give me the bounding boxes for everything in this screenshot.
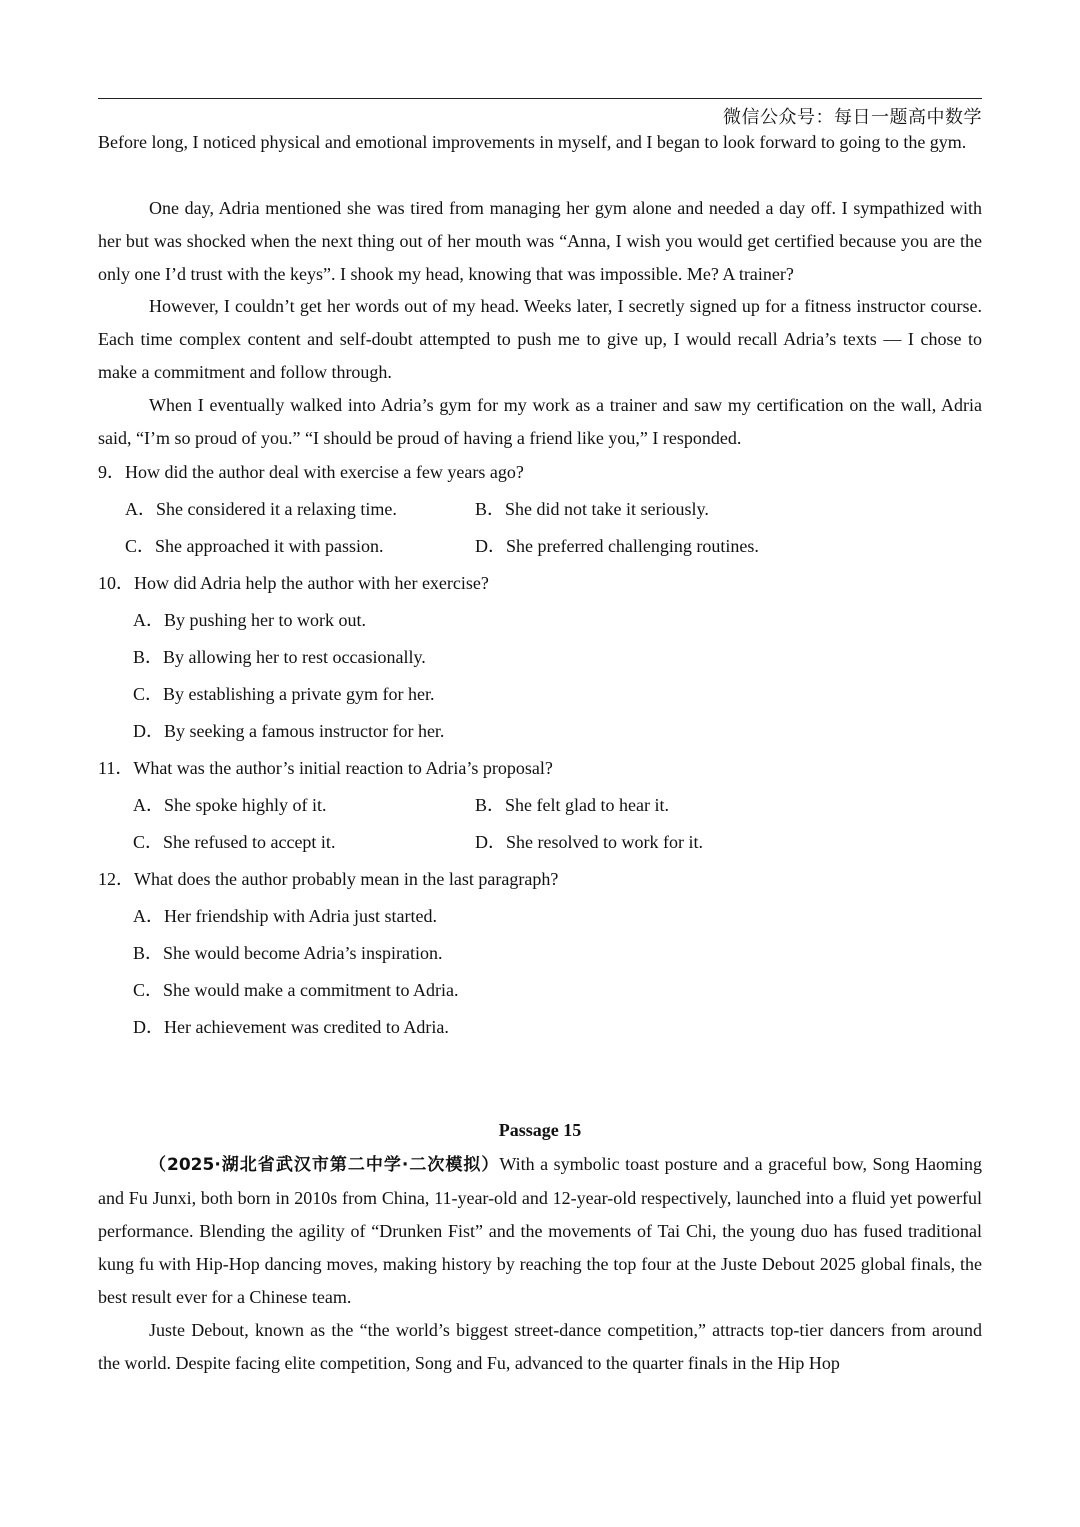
option-9c: C．She approached it with passion.	[125, 536, 384, 556]
option-11b: B．She felt glad to hear it.	[475, 795, 669, 815]
option-11d: D．She resolved to work for it.	[475, 832, 703, 852]
passage14-paragraph-1: Before long, I noticed physical and emotional improvements in myself, and I began to look forward to going to the gym.	[98, 132, 967, 152]
question-9: 9．How did the author deal with exercise a few years ago?	[98, 462, 524, 482]
option-9a: A．She considered it a relaxing time.	[125, 499, 397, 519]
option-12b: B．She would become Adria’s inspiration.	[133, 943, 443, 963]
option-12c: C．She would make a commitment to Adria.	[133, 980, 459, 1000]
passage15-title: Passage 15	[498, 1120, 582, 1140]
option-9d: D．She preferred challenging routines.	[475, 536, 759, 556]
header-rule	[98, 98, 982, 99]
question-11: 11．What was the author’s initial reaction to Adria’s proposal?	[98, 758, 553, 778]
passage15-paragraph-1	[98, 1148, 982, 1314]
passage15-source: （2025·湖北省武汉市第二中学·二次模拟）	[149, 1155, 500, 1175]
passage15-paragraph-2: Juste Debout, known as the “the world’s biggest street-dance competition,” attracts top-tier dancers from around the world. Despite facing elite competition, Song and Fu, advanced to the quarter finals in the Hip Hop	[98, 1320, 982, 1373]
question-10: 10．How did Adria help the author with her exercise?	[98, 573, 489, 593]
question-12: 12．What does the author probably mean in the last paragraph?	[98, 869, 559, 889]
wechat-header: 微信公众号：每日一题高中数学	[723, 107, 982, 128]
option-10d: D．By seeking a famous instructor for her.	[133, 721, 445, 741]
passage15-paragraph-1-text: With a symbolic toast posture and a graceful bow, Song Haoming and Fu Junxi, both born in 2010s from China, 11-year-old and 12-year-old respectively, launched into a fluid yet powerful performance. Blending the agility of “Drunken Fist” and the movements of Tai Chi, the young duo has fused traditional kung fu with Hip-Hop dancing moves, making history by reaching the top four at the Juste Debout 2025 global finals, the best result ever for a Chinese team.	[98, 1154, 982, 1307]
passage14-paragraph-3: However, I couldn’t get her words out of my head. Weeks later, I secretly signed up for a fitness instructor course. Each time complex content and self-doubt attempted to push me to give up, I would recall Adria’s texts — I chose to make a commitment and follow through.	[98, 296, 982, 382]
option-10a: A．By pushing her to work out.	[133, 610, 366, 630]
option-10c: C．By establishing a private gym for her.	[133, 684, 435, 704]
option-11a: A．She spoke highly of it.	[133, 795, 327, 815]
passage14-paragraph-2: One day, Adria mentioned she was tired from managing her gym alone and needed a day off. I sympathized with her but was shocked when the next thing out of her mouth was “Anna, I wish you would get certified because you are the only one I’d trust with the keys”. I shook my head, knowing that was impossible. Me? A trainer?	[98, 198, 982, 284]
option-11c: C．She refused to accept it.	[133, 832, 336, 852]
option-9b: B．She did not take it seriously.	[475, 499, 709, 519]
option-12d: D．Her achievement was credited to Adria.	[133, 1017, 449, 1037]
option-10b: B．By allowing her to rest occasionally.	[133, 647, 426, 667]
option-12a: A．Her friendship with Adria just started.	[133, 906, 437, 926]
passage14-paragraph-4: When I eventually walked into Adria’s gym for my work as a trainer and saw my certification on the wall, Adria said, “I’m so proud of you.” “I should be proud of having a friend like you,” I responded.	[98, 395, 982, 448]
